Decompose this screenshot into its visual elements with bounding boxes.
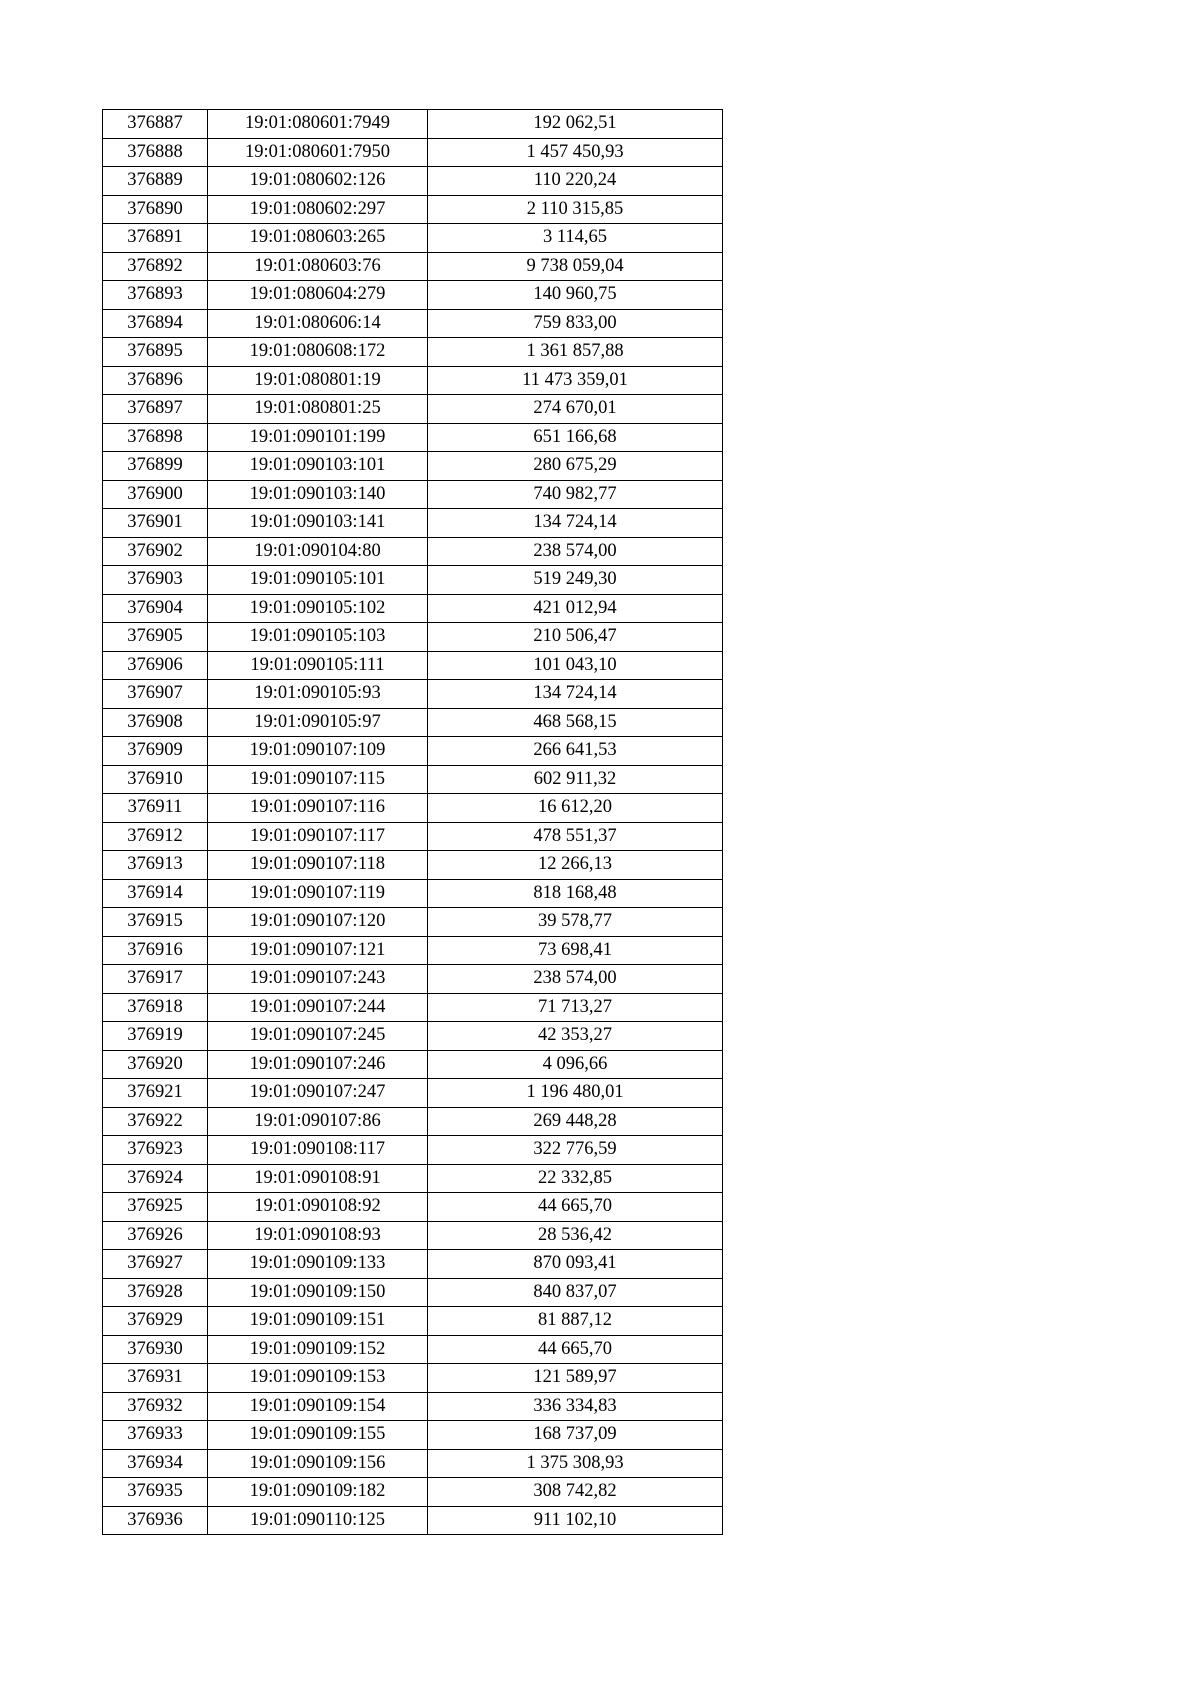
cadastral-value-cell: 71 713,27 (428, 993, 723, 1022)
row-number-cell: 376906 (103, 651, 208, 680)
row-number-cell: 376921 (103, 1079, 208, 1108)
cadastral-number-cell: 19:01:090109:133 (208, 1250, 428, 1279)
row-number-cell: 376918 (103, 993, 208, 1022)
cadastral-value-cell: 1 375 308,93 (428, 1449, 723, 1478)
row-number-cell: 376922 (103, 1107, 208, 1136)
cadastral-number-cell: 19:01:090105:97 (208, 708, 428, 737)
table-row (103, 965, 723, 994)
row-number-cell: 376935 (103, 1478, 208, 1507)
row-number-cell: 376909 (103, 737, 208, 766)
row-number-cell: 376900 (103, 480, 208, 509)
table-row (103, 423, 723, 452)
cadastral-number-cell: 19:01:090103:140 (208, 480, 428, 509)
row-number-cell: 376896 (103, 366, 208, 395)
cadastral-value-cell: 42 353,27 (428, 1022, 723, 1051)
cadastral-number-cell: 19:01:090108:117 (208, 1136, 428, 1165)
row-number-cell: 376934 (103, 1449, 208, 1478)
cadastral-value-cell: 12 266,13 (428, 851, 723, 880)
cadastral-value-cell: 519 249,30 (428, 566, 723, 595)
row-number-cell: 376893 (103, 281, 208, 310)
table-row (103, 1022, 723, 1051)
row-number-cell: 376912 (103, 822, 208, 851)
row-number-cell: 376913 (103, 851, 208, 880)
cadastral-value-cell: 101 043,10 (428, 651, 723, 680)
table-row (103, 338, 723, 367)
cadastral-number-cell: 19:01:080601:7950 (208, 138, 428, 167)
cadastral-number-cell: 19:01:090105:93 (208, 680, 428, 709)
cadastral-value-cell: 2 110 315,85 (428, 195, 723, 224)
cadastral-number-cell: 19:01:090101:199 (208, 423, 428, 452)
row-number-cell: 376926 (103, 1221, 208, 1250)
cadastral-number-cell: 19:01:090103:101 (208, 452, 428, 481)
cadastral-number-cell: 19:01:090107:86 (208, 1107, 428, 1136)
cadastral-value-cell: 210 506,47 (428, 623, 723, 652)
table-row (103, 110, 723, 139)
cadastral-number-cell: 19:01:080603:76 (208, 252, 428, 281)
cadastral-value-cell: 238 574,00 (428, 537, 723, 566)
cadastral-value-cell: 9 738 059,04 (428, 252, 723, 281)
row-number-cell: 376910 (103, 765, 208, 794)
table-row (103, 822, 723, 851)
cadastral-value-cell: 22 332,85 (428, 1164, 723, 1193)
table-row (103, 452, 723, 481)
row-number-cell: 376907 (103, 680, 208, 709)
table-row (103, 1506, 723, 1535)
cadastral-value-cell: 308 742,82 (428, 1478, 723, 1507)
cadastral-value-cell: 478 551,37 (428, 822, 723, 851)
table-row (103, 765, 723, 794)
cadastral-value-cell: 1 196 480,01 (428, 1079, 723, 1108)
cadastral-value-cell: 168 737,09 (428, 1421, 723, 1450)
row-number-cell: 376894 (103, 309, 208, 338)
table-row (103, 395, 723, 424)
row-number-cell: 376911 (103, 794, 208, 823)
table-row (103, 1250, 723, 1279)
cadastral-value-cell: 28 536,42 (428, 1221, 723, 1250)
table-row (103, 1221, 723, 1250)
cadastral-number-cell: 19:01:090107:121 (208, 936, 428, 965)
table-row (103, 537, 723, 566)
cadastral-value-cell: 280 675,29 (428, 452, 723, 481)
row-number-cell: 376887 (103, 110, 208, 139)
table-row (103, 623, 723, 652)
row-number-cell: 376923 (103, 1136, 208, 1165)
cadastral-value-cell: 44 665,70 (428, 1193, 723, 1222)
cadastral-value-cell: 11 473 359,01 (428, 366, 723, 395)
table-row (103, 1421, 723, 1450)
cadastral-number-cell: 19:01:090107:120 (208, 908, 428, 937)
table-row (103, 993, 723, 1022)
row-number-cell: 376902 (103, 537, 208, 566)
cadastral-number-cell: 19:01:090107:246 (208, 1050, 428, 1079)
table-row (103, 566, 723, 595)
cadastral-number-cell: 19:01:090107:245 (208, 1022, 428, 1051)
cadastral-value-cell: 421 012,94 (428, 594, 723, 623)
cadastral-value-cell: 266 641,53 (428, 737, 723, 766)
cadastral-number-cell: 19:01:090107:109 (208, 737, 428, 766)
row-number-cell: 376888 (103, 138, 208, 167)
row-number-cell: 376903 (103, 566, 208, 595)
cadastral-value-cell: 740 982,77 (428, 480, 723, 509)
row-number-cell: 376933 (103, 1421, 208, 1450)
table-row (103, 167, 723, 196)
cadastral-number-cell: 19:01:080604:279 (208, 281, 428, 310)
table-row (103, 651, 723, 680)
row-number-cell: 376932 (103, 1392, 208, 1421)
row-number-cell: 376930 (103, 1335, 208, 1364)
cadastral-value-cell: 468 568,15 (428, 708, 723, 737)
cadastral-value-cell: 4 096,66 (428, 1050, 723, 1079)
cadastral-number-cell: 19:01:080601:7949 (208, 110, 428, 139)
cadastral-number-cell: 19:01:080602:297 (208, 195, 428, 224)
cadastral-value-cell: 140 960,75 (428, 281, 723, 310)
table-row (103, 1107, 723, 1136)
row-number-cell: 376931 (103, 1364, 208, 1393)
table-row (103, 480, 723, 509)
cadastral-value-cell: 336 334,83 (428, 1392, 723, 1421)
cadastral-number-cell: 19:01:090107:115 (208, 765, 428, 794)
cadastral-value-cell: 16 612,20 (428, 794, 723, 823)
cadastral-number-cell: 19:01:080603:265 (208, 224, 428, 253)
table-row (103, 1335, 723, 1364)
cadastral-number-cell: 19:01:090107:243 (208, 965, 428, 994)
table-row (103, 1307, 723, 1336)
cadastral-value-cell: 840 837,07 (428, 1278, 723, 1307)
cadastral-number-cell: 19:01:090105:111 (208, 651, 428, 680)
table-row (103, 1050, 723, 1079)
table-row (103, 1449, 723, 1478)
table-row (103, 680, 723, 709)
cadastral-value-cell: 818 168,48 (428, 879, 723, 908)
cadastral-value-cell: 39 578,77 (428, 908, 723, 937)
cadastral-value-cell: 602 911,32 (428, 765, 723, 794)
table-row (103, 224, 723, 253)
cadastral-number-cell: 19:01:090108:93 (208, 1221, 428, 1250)
cadastral-number-cell: 19:01:090107:247 (208, 1079, 428, 1108)
table-row (103, 1364, 723, 1393)
table-body (103, 110, 723, 1535)
table-row (103, 1079, 723, 1108)
cadastral-number-cell: 19:01:090107:116 (208, 794, 428, 823)
table-row (103, 252, 723, 281)
row-number-cell: 376897 (103, 395, 208, 424)
row-number-cell: 376904 (103, 594, 208, 623)
cadastral-value-cell: 134 724,14 (428, 509, 723, 538)
cadastral-value-cell: 651 166,68 (428, 423, 723, 452)
table-row (103, 1164, 723, 1193)
cadastral-value-cell: 192 062,51 (428, 110, 723, 139)
cadastral-number-cell: 19:01:080801:19 (208, 366, 428, 395)
table-row (103, 908, 723, 937)
row-number-cell: 376915 (103, 908, 208, 937)
row-number-cell: 376936 (103, 1506, 208, 1535)
cadastral-number-cell: 19:01:090109:152 (208, 1335, 428, 1364)
cadastral-value-cell: 1 457 450,93 (428, 138, 723, 167)
row-number-cell: 376895 (103, 338, 208, 367)
cadastral-value-cell: 759 833,00 (428, 309, 723, 338)
table-row (103, 879, 723, 908)
cadastral-number-cell: 19:01:090109:150 (208, 1278, 428, 1307)
table-row (103, 708, 723, 737)
cadastral-value-cell: 1 361 857,88 (428, 338, 723, 367)
table-row (103, 1193, 723, 1222)
row-number-cell: 376889 (103, 167, 208, 196)
cadastral-value-cell: 870 093,41 (428, 1250, 723, 1279)
cadastral-number-cell: 19:01:080602:126 (208, 167, 428, 196)
table-row (103, 594, 723, 623)
table-row (103, 1278, 723, 1307)
table-row (103, 281, 723, 310)
cadastral-number-cell: 19:01:090109:155 (208, 1421, 428, 1450)
table-row (103, 1136, 723, 1165)
table-row (103, 794, 723, 823)
table-row (103, 309, 723, 338)
table-row (103, 936, 723, 965)
cadastral-number-cell: 19:01:090109:182 (208, 1478, 428, 1507)
row-number-cell: 376924 (103, 1164, 208, 1193)
row-number-cell: 376892 (103, 252, 208, 281)
cadastral-number-cell: 19:01:090103:141 (208, 509, 428, 538)
row-number-cell: 376914 (103, 879, 208, 908)
row-number-cell: 376891 (103, 224, 208, 253)
cadastral-value-cell: 110 220,24 (428, 167, 723, 196)
cadastral-number-cell: 19:01:090107:117 (208, 822, 428, 851)
cadastral-number-cell: 19:01:090107:118 (208, 851, 428, 880)
table-row (103, 1392, 723, 1421)
cadastral-value-cell: 3 114,65 (428, 224, 723, 253)
cadastral-number-cell: 19:01:090109:154 (208, 1392, 428, 1421)
cadastral-number-cell: 19:01:090110:125 (208, 1506, 428, 1535)
cadastral-value-cell: 238 574,00 (428, 965, 723, 994)
cadastral-number-cell: 19:01:090105:103 (208, 623, 428, 652)
row-number-cell: 376905 (103, 623, 208, 652)
row-number-cell: 376928 (103, 1278, 208, 1307)
cadastral-number-cell: 19:01:090105:101 (208, 566, 428, 595)
cadastral-value-cell: 44 665,70 (428, 1335, 723, 1364)
cadastral-number-cell: 19:01:090104:80 (208, 537, 428, 566)
cadastral-value-cell: 121 589,97 (428, 1364, 723, 1393)
row-number-cell: 376901 (103, 509, 208, 538)
cadastral-value-table (102, 109, 723, 1535)
table-row (103, 366, 723, 395)
table-row (103, 1478, 723, 1507)
row-number-cell: 376916 (103, 936, 208, 965)
cadastral-number-cell: 19:01:090107:244 (208, 993, 428, 1022)
row-number-cell: 376899 (103, 452, 208, 481)
cadastral-number-cell: 19:01:090105:102 (208, 594, 428, 623)
row-number-cell: 376917 (103, 965, 208, 994)
cadastral-value-cell: 73 698,41 (428, 936, 723, 965)
cadastral-number-cell: 19:01:080801:25 (208, 395, 428, 424)
cadastral-number-cell: 19:01:090109:153 (208, 1364, 428, 1393)
table-row (103, 138, 723, 167)
cadastral-number-cell: 19:01:090107:119 (208, 879, 428, 908)
cadastral-number-cell: 19:01:090108:92 (208, 1193, 428, 1222)
cadastral-number-cell: 19:01:090109:151 (208, 1307, 428, 1336)
row-number-cell: 376919 (103, 1022, 208, 1051)
cadastral-value-cell: 81 887,12 (428, 1307, 723, 1336)
row-number-cell: 376925 (103, 1193, 208, 1222)
cadastral-number-cell: 19:01:080606:14 (208, 309, 428, 338)
cadastral-number-cell: 19:01:090109:156 (208, 1449, 428, 1478)
cadastral-value-cell: 269 448,28 (428, 1107, 723, 1136)
table-row (103, 737, 723, 766)
row-number-cell: 376927 (103, 1250, 208, 1279)
cadastral-number-cell: 19:01:090108:91 (208, 1164, 428, 1193)
cadastral-value-cell: 134 724,14 (428, 680, 723, 709)
row-number-cell: 376908 (103, 708, 208, 737)
table-row (103, 851, 723, 880)
row-number-cell: 376890 (103, 195, 208, 224)
cadastral-value-cell: 911 102,10 (428, 1506, 723, 1535)
row-number-cell: 376929 (103, 1307, 208, 1336)
table-row (103, 509, 723, 538)
cadastral-value-cell: 274 670,01 (428, 395, 723, 424)
row-number-cell: 376920 (103, 1050, 208, 1079)
table-row (103, 195, 723, 224)
cadastral-value-cell: 322 776,59 (428, 1136, 723, 1165)
row-number-cell: 376898 (103, 423, 208, 452)
cadastral-number-cell: 19:01:080608:172 (208, 338, 428, 367)
